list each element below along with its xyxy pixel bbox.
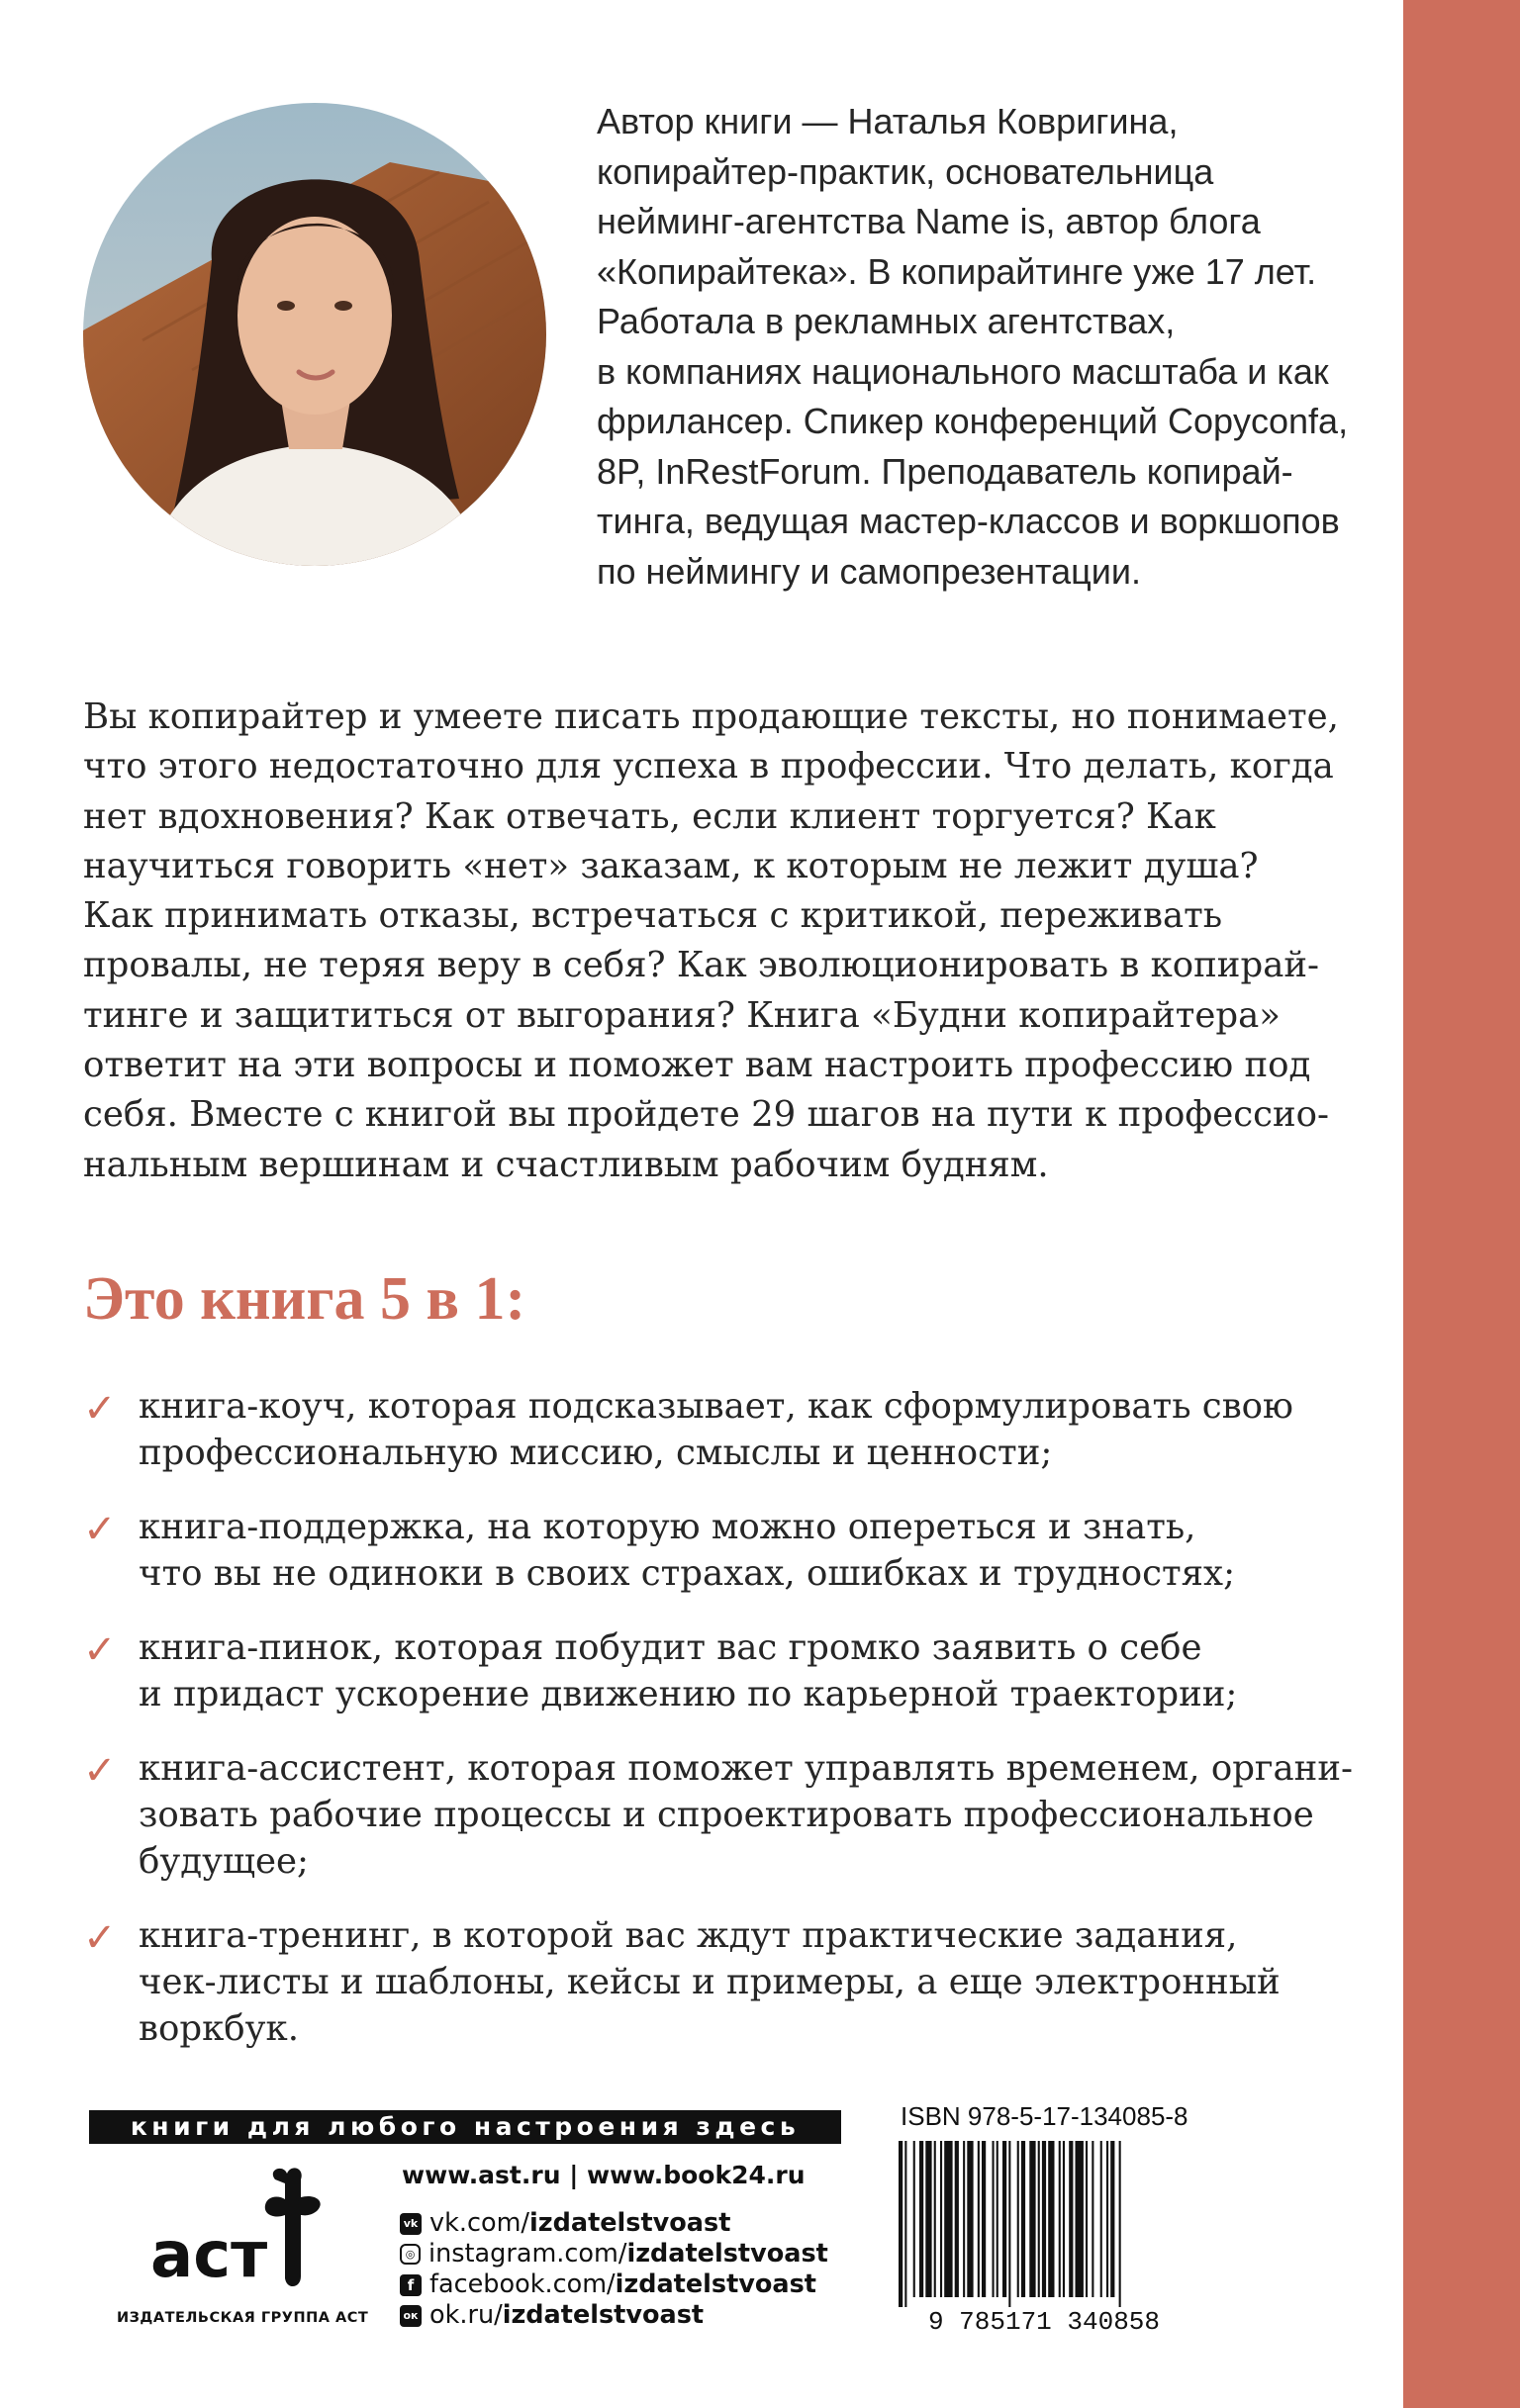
social-link-facebook[interactable] (400, 2269, 828, 2300)
check-icon: ✓ (83, 1507, 117, 1552)
check-icon: ✓ (83, 1627, 117, 1673)
bio-line: фрилансер. Спикер конференций Copyconfa, (597, 401, 1349, 441)
barcode-bar (997, 2141, 998, 2297)
list-item-line: чек-листы и шаблоны, кейсы и примеры, а еще электронный (139, 1962, 1281, 2002)
publisher-name: ИЗДАТЕЛЬСКАЯ ГРУППА АСТ (117, 2310, 369, 2326)
description-line: себя. Вместе с книгой вы пройдете 29 шагов на пути к профессио- (83, 1094, 1330, 1136)
barcode-bar (1069, 2141, 1073, 2297)
description-line: нет вдохновения? Как отвечать, если клиент торгуется? Как (83, 795, 1216, 837)
slogan-banner: книги для любого настроения здесь (89, 2110, 841, 2144)
barcode-bar (1059, 2141, 1061, 2297)
check-icon: ✓ (83, 1748, 117, 1794)
description-line: что этого недостаточно для успеха в профессии. Что делать, когда (83, 746, 1334, 787)
list-item-line: книга-тренинг, в которой вас ждут практические задания, (139, 1915, 1238, 1956)
barcode-bar (963, 2141, 965, 2297)
check-icon: ✓ (83, 1915, 117, 1961)
barcode-bar (1008, 2141, 1010, 2307)
author-bio (597, 97, 1378, 597)
facebook-icon: f (400, 2274, 422, 2296)
barcode-bar (940, 2141, 942, 2297)
isbn-number: ISBN 978-5-17-134085-8 (901, 2101, 1188, 2131)
social-link-vk[interactable] (400, 2208, 828, 2239)
bio-line: Автор книги — Наталья Ковригина, (597, 101, 1179, 141)
list-item-line: книга-коуч, которая подсказывает, как сформулировать свою (139, 1386, 1293, 1427)
barcode-bar (1092, 2141, 1093, 2297)
description-line: Как принимать отказы, встречаться с критикой, переживать (83, 895, 1223, 937)
barcode-bar (1110, 2141, 1114, 2297)
publisher-websites[interactable]: www.ast.ru | www.book24.ru (402, 2161, 806, 2189)
social-link-ok[interactable] (400, 2300, 828, 2331)
list-item (83, 1912, 1399, 2052)
barcode-bar (919, 2141, 923, 2297)
logo-wordmark: аст (150, 2219, 268, 2292)
check-icon: ✓ (83, 1386, 117, 1432)
publisher-logo (117, 2160, 354, 2318)
barcode-digits: 9 785171 340858 (927, 2307, 1161, 2335)
barcode-bar (1042, 2141, 1046, 2297)
barcode-bar (1119, 2141, 1121, 2307)
barcode-bar (944, 2141, 952, 2297)
bio-line: в компаниях национального масштаба и как (597, 350, 1329, 392)
bio-line: по неймингу и самопрезентации. (597, 550, 1142, 592)
bio-line: тинга, ведущая мастер-классов и воркшопов (597, 501, 1340, 541)
barcode-bar (1002, 2141, 1006, 2297)
barcode-bar (1086, 2141, 1088, 2297)
social-link-domain: instagram.com/ (428, 2239, 627, 2269)
barcode-bar (978, 2141, 980, 2297)
barcode-bar (1021, 2141, 1025, 2297)
features-list (83, 1383, 1399, 2080)
list-item-line: профессиональную миссию, смыслы и ценности; (139, 1433, 1053, 1473)
list-item (83, 1624, 1399, 1717)
bio-line: «Копирайтека». В копирайтинге уже 17 лет. (597, 250, 1317, 292)
barcode-bar (913, 2141, 915, 2297)
description-line: тинге и защититься от выгорания? Книга «Будни копирайтера» (83, 994, 1281, 1036)
description-line: ответит на эти вопросы и поможет вам настроить профессию под (83, 1045, 1311, 1086)
bio-line: нейминг-агентства Name is, автор блога (597, 201, 1261, 241)
social-link-handle: izdatelstvoast (615, 2269, 816, 2299)
author-photo (83, 103, 546, 566)
list-item-line: и придаст ускорение движению по карьерной траектории; (139, 1674, 1238, 1714)
description-line: Вы копирайтер и умеете писать продающие тексты, но понимаете, (83, 696, 1339, 737)
vk-icon: vk (400, 2213, 422, 2235)
list-item (83, 1383, 1399, 1476)
list-item-line: зовать рабочие процессы и спроектировать профессиональное (139, 1795, 1314, 1835)
social-link-domain: facebook.com/ (429, 2269, 616, 2299)
barcode-bar (967, 2141, 973, 2297)
list-item-line: книга-ассистент, которая поможет управлять временем, органи- (139, 1748, 1354, 1789)
barcode-bar (1076, 2141, 1084, 2297)
isbn-barcode (891, 2137, 1197, 2335)
barcode-bar (925, 2141, 931, 2297)
barcode-bar (934, 2141, 936, 2297)
social-links (400, 2208, 828, 2331)
social-link-instagram[interactable] (400, 2239, 828, 2269)
social-link-handle: izdatelstvoast (626, 2239, 828, 2269)
bio-line: копирайтер-практик, основательница (597, 150, 1214, 192)
list-item-line: что вы не одиноки в своих страхах, ошибках и трудностях; (139, 1553, 1236, 1594)
barcode-bar (1048, 2141, 1054, 2297)
bio-line: Работала в рекламных агентствах, (597, 301, 1176, 341)
list-item-line: книга-пинок, которая побудит вас громко заявить о себе (139, 1627, 1202, 1668)
barcode-bar (1038, 2141, 1040, 2297)
list-item (83, 1504, 1399, 1597)
barcode-bar (904, 2141, 906, 2307)
social-link-domain: vk.com/ (429, 2208, 530, 2238)
barcode-bar (1100, 2141, 1102, 2297)
barcode-bar (955, 2141, 959, 2297)
barcode-bar (1017, 2141, 1019, 2297)
description-line: провалы, не теряя веру в себя? Как эволюционировать в копирай- (83, 945, 1320, 986)
odnoklassniki-icon: ок (400, 2305, 422, 2327)
barcode-bar (1106, 2141, 1108, 2297)
description-line: научиться говорить «нет» заказам, к которым не лежит душа? (83, 845, 1259, 886)
list-item-line: будущее; (139, 1841, 309, 1882)
barcode-bar (993, 2141, 995, 2297)
list-item-line: книга-поддержка, на которую можно опереться и знать, (139, 1507, 1196, 1547)
barcode-bar (1029, 2141, 1035, 2297)
social-link-handle: izdatelstvoast (502, 2300, 705, 2330)
section-heading: Это книга 5 в 1: (83, 1265, 526, 1333)
list-item-line: воркбук. (139, 2008, 300, 2049)
barcode-bar (1063, 2141, 1065, 2297)
side-color-stripe (1403, 0, 1520, 2408)
barcode-bar (899, 2141, 902, 2307)
social-link-handle: izdatelstvoast (529, 2208, 731, 2238)
description-line: нальным вершинам и счастливым рабочим будням. (83, 1144, 1049, 1185)
social-link-domain: ok.ru/ (429, 2300, 503, 2330)
list-item (83, 1745, 1399, 1885)
instagram-icon: ◎ (400, 2244, 421, 2265)
bio-line: 8P, InRestForum. Преподаватель копирай- (597, 450, 1293, 492)
book-description (83, 693, 1389, 1190)
barcode-bar (982, 2141, 986, 2297)
